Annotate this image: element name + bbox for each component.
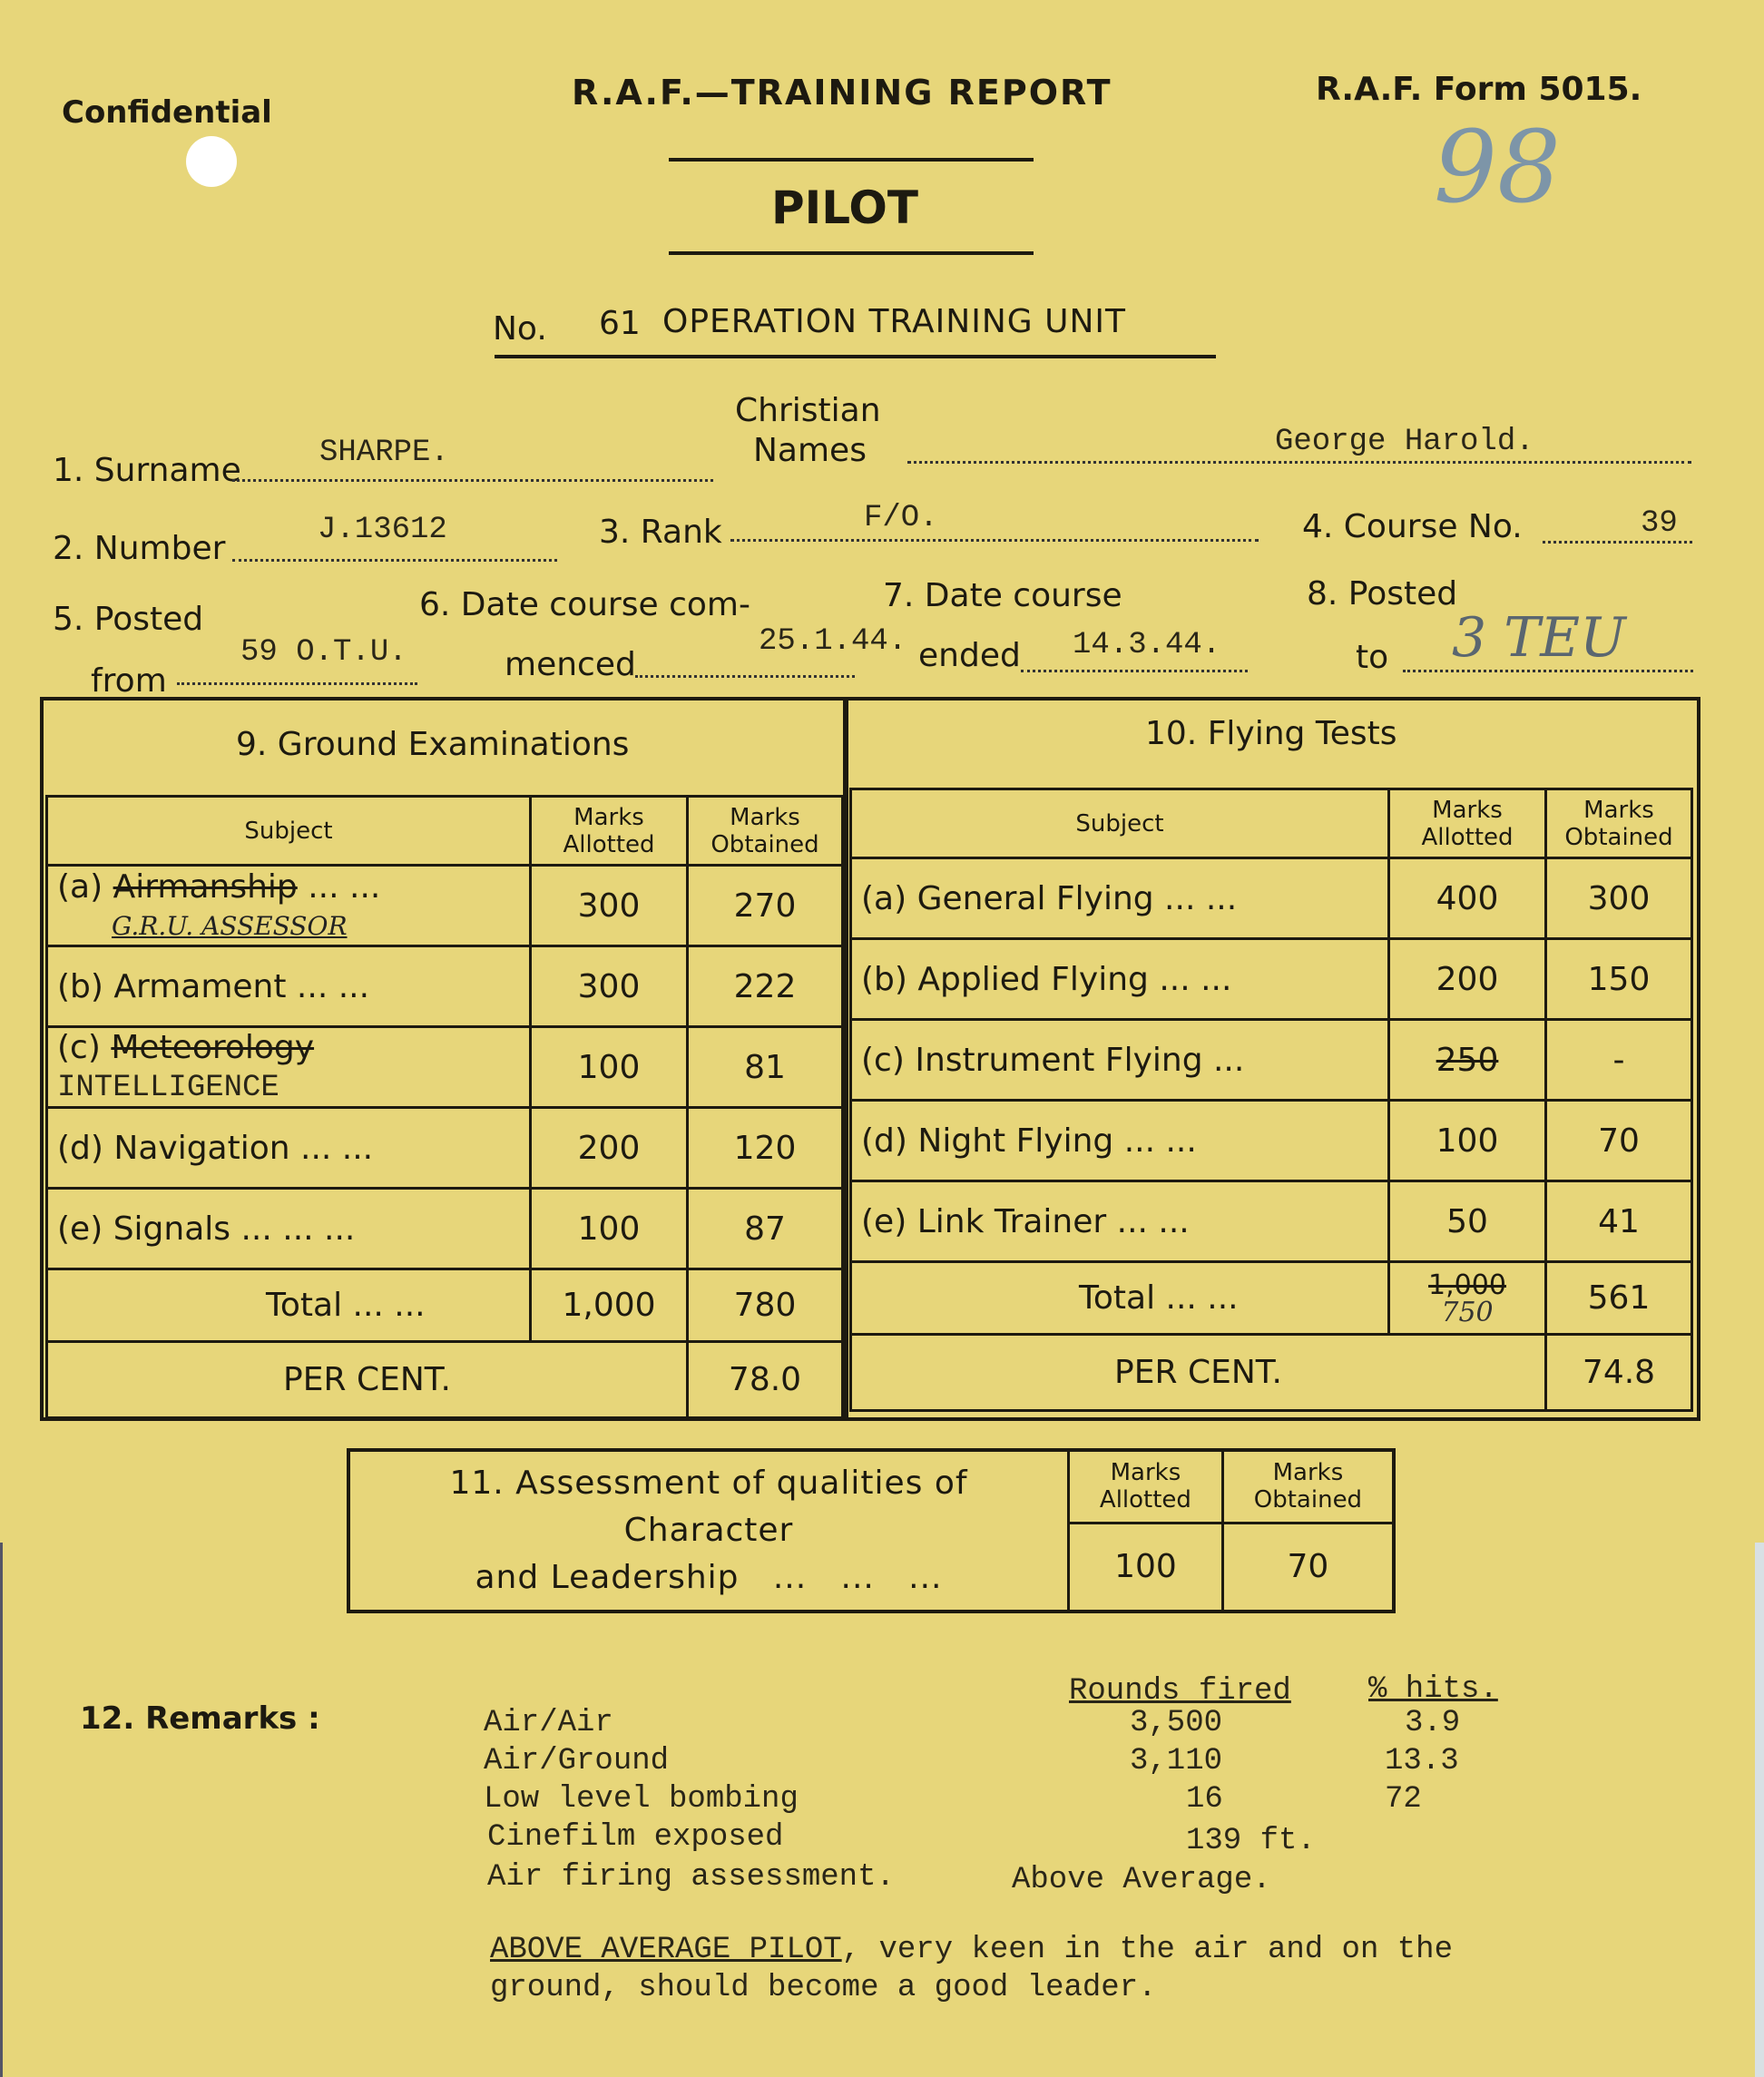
table-row: (e) Signals ... ... ... 100 87 [47, 1189, 843, 1269]
col-obtained: Marks Obtained [1222, 1450, 1394, 1523]
total-allotted-struck: 1,000 [1428, 1269, 1506, 1301]
unit-number: 61 [599, 305, 641, 342]
divider [495, 355, 1216, 358]
percent-value: 78.0 [688, 1342, 843, 1418]
percent-row [851, 1335, 1692, 1411]
assessment-value: Above Average. [1012, 1863, 1271, 1897]
obtained: 41 [1546, 1181, 1692, 1262]
obtained: 150 [1546, 939, 1692, 1020]
commenced-label: 6. Date course com- [419, 586, 750, 623]
obtained: 81 [688, 1027, 843, 1108]
remark-item: Air/Ground [484, 1744, 670, 1778]
character-allotted: 100 [1069, 1523, 1223, 1612]
total-row: Total ... ... 1,000 780 [47, 1269, 843, 1342]
col-obtained: Marks Obtained [1546, 789, 1692, 858]
remark-item: Low level bombing [484, 1782, 799, 1817]
obtained: 120 [688, 1108, 843, 1189]
percent-label: PER CENT. [47, 1342, 688, 1418]
subject: Airmanship [113, 868, 298, 906]
remark-item: Air firing assessment. [487, 1860, 895, 1895]
ended-label: ended [918, 637, 1021, 674]
hits-value: 13.3 [1385, 1744, 1459, 1778]
table-row: (c) Meteorology INTELLIGENCE 100 81 [47, 1027, 843, 1108]
rounds-value: 16 [1186, 1782, 1223, 1817]
remarks-label: 12. Remarks : [80, 1700, 320, 1737]
subject: Signals [113, 1210, 231, 1248]
ended-label: 7. Date course [883, 577, 1122, 614]
surname-label: 1. Surname [53, 452, 241, 489]
pilot-heading: PILOT [771, 181, 918, 234]
christian-label: Christian [735, 392, 881, 429]
remark-item: Air/Air [484, 1706, 613, 1740]
form-number: R.A.F. Form 5015. [1316, 71, 1642, 108]
posted-to-label: to [1356, 639, 1389, 676]
posted-from-label: 5. Posted [53, 601, 204, 638]
surname-field[interactable]: SHARPE. [319, 436, 449, 470]
table-row: (b) Armament ... ... 300 222 [47, 946, 843, 1027]
course-field[interactable]: 39 [1641, 506, 1678, 541]
subject: Navigation [113, 1129, 290, 1167]
rounds-value: 3,500 [1130, 1706, 1223, 1740]
col-subject: Subject [47, 797, 531, 866]
col-allotted: Marks Allotted [1389, 789, 1546, 858]
typed-correction: INTELLIGENCE [57, 1071, 279, 1105]
unit-prefix: No. [493, 310, 547, 348]
total-allotted: 750 [1441, 1296, 1494, 1328]
obtained: 300 [1546, 858, 1692, 939]
rounds-value: 3,110 [1130, 1744, 1223, 1778]
divider [669, 251, 1034, 255]
obtained: 222 [688, 946, 843, 1027]
table-row: (d) Night Flying ... ... 100 70 [851, 1101, 1692, 1181]
posted-to-field[interactable]: 3 TEU [1452, 606, 1626, 670]
subject: Instrument Flying [915, 1041, 1203, 1079]
allotted: 50 [1389, 1181, 1546, 1262]
course-label: 4. Course No. [1302, 508, 1523, 545]
allotted: 100 [1389, 1101, 1546, 1181]
subject: Meteorology [111, 1029, 315, 1066]
ground-exams-table [45, 795, 844, 1419]
percent-row [47, 1342, 843, 1418]
percent-label: PER CENT. [851, 1335, 1546, 1411]
col-subject: Subject [851, 789, 1389, 858]
total-allotted: 1,000 [531, 1269, 688, 1342]
flying-tests-table [849, 788, 1693, 1412]
date-commenced-field[interactable]: 25.1.44. [759, 624, 907, 659]
allotted: 200 [1389, 939, 1546, 1020]
table-row: (a) General Flying ... ... 400 300 [851, 858, 1692, 939]
number-label: 2. Number [53, 530, 226, 567]
rounds-value: 139 ft. [1186, 1824, 1316, 1858]
allotted: 300 [531, 866, 688, 946]
number-field[interactable]: J.13612 [318, 513, 447, 547]
table-row: (d) Navigation ... ... 200 120 [47, 1108, 843, 1189]
allotted: 200 [531, 1108, 688, 1189]
page-edge [1755, 1543, 1764, 2077]
obtained: 270 [688, 866, 843, 946]
percent-value: 74.8 [1546, 1335, 1692, 1411]
allotted: 300 [531, 946, 688, 1027]
subject: Applied Flying [917, 960, 1149, 998]
confidential-label: Confidential [62, 94, 272, 131]
col-allotted: Marks Allotted [1069, 1450, 1223, 1523]
table-row: (a) Airmanship ... ... G.R.U. ASSESSOR 300 270 [47, 866, 843, 946]
ground-exams-title: 9. Ground Examinations [236, 726, 630, 763]
date-ended-field[interactable]: 14.3.44. [1073, 628, 1221, 662]
obtained: 87 [688, 1189, 843, 1269]
table-row: (b) Applied Flying ... ... 200 150 [851, 939, 1692, 1020]
allotted: 100 [531, 1027, 688, 1108]
divider [669, 158, 1034, 162]
character-obtained: 70 [1222, 1523, 1394, 1612]
christian-names-field[interactable]: George Harold. [1275, 425, 1534, 459]
total-obtained: 561 [1546, 1262, 1692, 1335]
obtained: - [1546, 1020, 1692, 1101]
allotted: 400 [1389, 858, 1546, 939]
allotted: 250 [1389, 1020, 1546, 1101]
table-row: (e) Link Trainer ... ... 50 41 [851, 1181, 1692, 1262]
obtained: 70 [1546, 1101, 1692, 1181]
summary-remark: ABOVE AVERAGE PILOT, very keen in the air and on the [490, 1933, 1453, 1967]
col-hits: % hits. [1368, 1672, 1498, 1707]
report-title: R.A.F.—TRAINING REPORT [572, 73, 1112, 113]
unit-name: OPERATION TRAINING UNIT [662, 303, 1126, 340]
character-assessment-table: 11. Assessment of qualities of Character and Leadership ... ... ... Marks Allotted Marks Obtained 100 70 [347, 1448, 1396, 1613]
col-obtained: Marks Obtained [688, 797, 843, 866]
posted-from-field[interactable]: 59 O.T.U. [240, 635, 407, 670]
col-rounds-fired: Rounds fired [1069, 1674, 1291, 1709]
hits-value: 3.9 [1405, 1706, 1461, 1740]
posted-from-label: from [91, 662, 167, 700]
flying-tests-title: 10. Flying Tests [1145, 715, 1397, 752]
commenced-label: menced [505, 646, 636, 683]
col-allotted: Marks Allotted [531, 797, 688, 866]
page-edge [0, 1543, 3, 2077]
summary-remark: ground, should become a good leader. [490, 1971, 1157, 2005]
table-row: (c) Instrument Flying ... 250 - [851, 1020, 1692, 1101]
subject: Armament [113, 967, 287, 1005]
rank-label: 3. Rank [599, 514, 722, 551]
subject: Link Trainer [916, 1202, 1107, 1240]
character-label: 11. Assessment of qualities of Character [449, 1465, 968, 1549]
punch-hole [186, 136, 237, 187]
remark-item: Cinefilm exposed [487, 1820, 784, 1855]
hits-value: 72 [1385, 1782, 1422, 1817]
christian-label: Names [753, 432, 867, 469]
total-row: Total ... ... 1,000 750 561 [851, 1262, 1692, 1335]
subject: General Flying [916, 879, 1154, 917]
total-obtained: 780 [688, 1269, 843, 1342]
margin-note: 98 [1434, 109, 1561, 225]
subject: Night Flying [917, 1122, 1114, 1160]
rank-field[interactable]: F/O. [864, 501, 938, 535]
handwritten-note: G.R.U. ASSESSOR [112, 911, 348, 941]
allotted: 100 [531, 1189, 688, 1269]
posted-to-label: 8. Posted [1307, 575, 1458, 612]
